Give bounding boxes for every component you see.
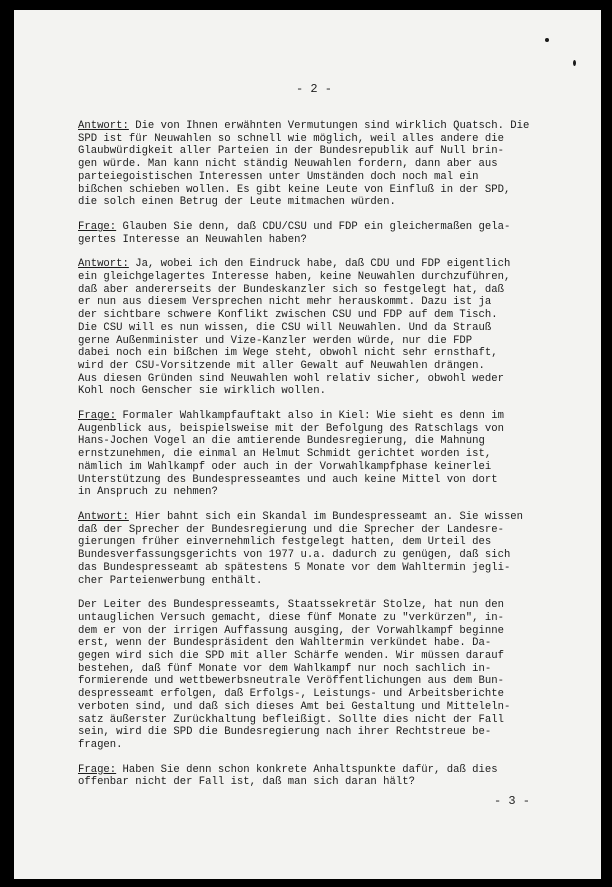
speaker-label: Frage: <box>78 410 117 423</box>
scan-speck <box>573 60 576 66</box>
text-line <box>78 461 578 474</box>
text-line <box>78 536 578 549</box>
speaker-label: Antwort: <box>78 120 129 132</box>
text-line <box>78 133 578 146</box>
line-text: parteiegoistischen Interessen unter Umständen doch noch mal ein <box>78 170 479 183</box>
text-line <box>78 145 578 158</box>
line-text: Bundesverfassungsgerichts von 1977 u.a. dadurch zu genügen, daß sich <box>78 549 511 562</box>
line-text: das Bundespresseamt ab spätestens 5 Monate vor dem Wahltermin jegli- <box>78 561 511 574</box>
document-page <box>14 10 601 879</box>
line-text: bißchen schieben wollen. Es gibt keine Leute von Einfluß in der SPD, <box>78 183 511 196</box>
text-line: formierende und wettbewerbsneutrale Veröffentlichungen aus dem Bun- <box>78 675 504 688</box>
line-text: cher Parteienwerbung enthält. <box>78 574 263 587</box>
text-line <box>78 360 578 373</box>
text-line <box>78 486 578 499</box>
line-text: Hans-Jochen Vogel an die amtierende Bundesregierung, die Mahnung <box>78 435 485 448</box>
page-number: - 2 - <box>295 82 332 96</box>
text-line <box>78 322 578 335</box>
text-line <box>78 435 578 448</box>
text-line: bestehen, daß fünf Monate vor dem Wahlkampf nur noch sachlich in- <box>78 662 492 675</box>
text-line <box>78 562 578 575</box>
line-text: Glauben Sie denn, daß CDU/CSU und FDP ein gleichermaßen gela- <box>116 220 511 233</box>
line-text: Kohl noch Genscher sie wirklich wollen. <box>78 385 326 398</box>
line-text: gierungen früher einvernehmlich festgelegt hatten, dem Urteil des <box>78 536 492 549</box>
text-line <box>78 410 578 423</box>
line-text: ein gleichgelagertes Interesse haben, keine Neuwahlen durchzuführen, <box>78 271 511 284</box>
line-text: der sichtbare schwere Konflikt zwischen CSU und FDP auf dem Tisch. <box>78 309 498 322</box>
question-block <box>78 410 578 499</box>
answer-block <box>78 120 578 209</box>
text-line <box>78 776 578 789</box>
text-line <box>78 284 578 297</box>
text-line: despresseamt erfolgen, daß Erfolgs-, Leistungs- und Arbeitsberichte <box>78 688 504 701</box>
text-line: dem er von der irrigen Auffassung ausging, der Vorwahlkampf beginne <box>78 624 504 637</box>
text-line <box>78 120 578 133</box>
text-line <box>78 171 578 184</box>
line-text: Glaubwürdigkeit aller Parteien in der Bundesrepublik auf Null brin- <box>78 145 504 158</box>
speaker-label: Frage: <box>78 763 117 776</box>
answer-block <box>78 511 578 587</box>
text-line <box>78 158 578 171</box>
text-line <box>78 196 578 209</box>
speaker-label: Antwort: <box>78 510 129 523</box>
line-text: Die CSU will es nun wissen, die CSU will Neuwahlen. Und da Strauß <box>78 321 492 334</box>
text-line <box>78 335 578 348</box>
line-text: nämlich im Wahlkampf oder auch in der Vorwahlkampfphase keinerlei <box>78 460 492 473</box>
text-line: gegen wird sich die SPD mit aller Schärfe wenden. Wir müssen darauf <box>78 650 504 663</box>
text-line <box>78 271 578 284</box>
line-text: Unterstützung des Bundespresseamtes und auch keine Mittel von dort <box>78 473 498 486</box>
text-line <box>78 296 578 309</box>
line-text: offenbar nicht der Fall ist, daß man sich daran hält? <box>78 776 415 789</box>
line-text: dabei noch ein bißchen im Wege steht, obwohl nicht sehr ernsthaft, <box>78 347 498 360</box>
text-line <box>78 474 578 487</box>
text-line <box>78 524 578 537</box>
text-line: untauglichen Versuch gemacht, diese fünf Monate zu "verkürzen", in- <box>78 611 504 624</box>
text-line <box>78 234 578 247</box>
line-text: Formaler Wahlkampfauftakt also in Kiel: Wie sieht es denn im <box>116 410 504 423</box>
question-block <box>78 764 578 789</box>
answer-continuation <box>78 599 578 751</box>
line-text: gerne Außenminister und Vize-Kanzler werden würde, nur die FDP <box>78 334 473 347</box>
answer-block <box>78 258 578 398</box>
text-line <box>78 221 578 234</box>
line-text: Die von Ihnen erwähnten Vermutungen sind wirklich Quatsch. Die <box>128 120 530 132</box>
text-line <box>78 258 578 271</box>
text-line <box>78 385 578 398</box>
text-line: erst, wenn der Bundespräsident den Wahltermin verkündet habe. Da- <box>78 637 492 650</box>
text-line: satz äußerster Zurückhaltung befleißigt. Sollte dies nicht der Fall <box>78 713 504 726</box>
line-text: wird der CSU-Vorsitzende mit aller Gewalt auf Neuwahlen drängen. <box>78 359 485 372</box>
text-line <box>78 575 578 588</box>
text-line <box>78 184 578 197</box>
line-text: er nun aus diesem Versprechen nicht mehr herauskommt. Dazu ist ja <box>78 296 492 309</box>
line-text: Ja, wobei ich den Eindruck habe, daß CDU und FDP eigentlich <box>128 258 511 271</box>
text-line: fragen. <box>78 738 123 751</box>
text-line: verboten sind, und daß sich dieses Amt bei Gestaltung und Mitteleln- <box>78 700 511 713</box>
line-text: Augenblick aus, beispielsweise mit der Befolgung des Ratschlags von <box>78 422 504 435</box>
scan-speck <box>545 38 549 42</box>
line-text: Haben Sie denn schon konkrete Anhaltspunkte dafür, daß dies <box>116 763 498 776</box>
text-line <box>78 764 578 777</box>
line-text: gen würde. Man kann nicht ständig Neuwahlen fordern, dann aber aus <box>78 158 498 171</box>
line-text: SPD ist für Neuwahlen so schnell wie möglich, weil alles andere die <box>78 132 504 145</box>
text-line: Der Leiter des Bundespresseamts, Staatssekretär Stolze, hat nun den <box>78 599 504 612</box>
text-line <box>78 309 578 322</box>
speaker-label: Antwort: <box>78 258 129 271</box>
text-line: sein, wird die SPD die Bundesregierung nach ihrer Rechtstreue be- <box>78 726 492 739</box>
text-line <box>78 347 578 360</box>
line-text: in Anspruch zu nehmen? <box>78 486 218 499</box>
line-text: Hier bahnt sich ein Skandal im Bundespresseamt an. Sie wissen <box>128 510 524 523</box>
text-line <box>78 423 578 436</box>
text-line <box>78 373 578 386</box>
line-text: daß aber andererseits der Bundeskanzler sich so festgelegt hat, daß <box>78 283 504 296</box>
interview-text <box>78 120 578 801</box>
line-text: Aus diesen Gründen sind Neuwahlen wohl relativ sicher, obwohl weder <box>78 372 504 385</box>
next-page-marker: - 3 - <box>494 794 531 808</box>
line-text: gertes Interesse an Neuwahlen haben? <box>78 233 307 246</box>
text-line <box>78 448 578 461</box>
line-text: daß der Sprecher der Bundesregierung und die Sprecher der Landesre- <box>78 523 504 536</box>
text-line <box>78 549 578 562</box>
line-text: ernstzunehmen, die einmal an Helmut Schmidt gerichtet worden ist, <box>78 448 492 461</box>
text-line <box>78 511 578 524</box>
question-block <box>78 221 578 246</box>
line-text: die solch einen Betrug der Leute mitmachen würden. <box>78 196 396 209</box>
speaker-label: Frage: <box>78 220 117 233</box>
